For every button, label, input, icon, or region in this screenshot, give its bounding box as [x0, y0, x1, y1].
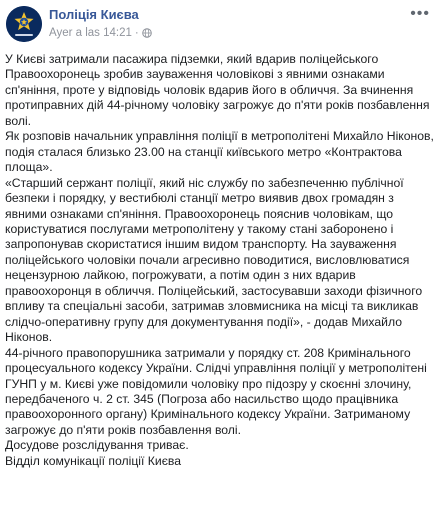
post-paragraph: «Старший сержант поліції, який ніс службу по забезпеченню публічної безпеки і порядку, у вестибюлі станції метро виявив двох громадян з явними ознаками сп'яніння. Правоохоронець пояснив чоловікам, що користуватися послугами метрополітену у такому стані заборонено і запропонував скористатися іншим видом транспорту. На зауваження поліцейського чоловіки почали агресивно поводитися, висловлюватися нецензурною лайкою, погрожувати, а потім один з них вдарив правоохоронця в обличчя. Поліцейський, застосувавши заходи фізичного впливу та спеціальні засоби, затримав зловмисника на місці та викликав слідчо-оперативну групу для документування події», - додав Михайло Ніконов.	[5, 175, 423, 345]
post-paragraph: У Києві затримали пасажира підземки, який вдарив поліцейського Правоохоронець зробив зауваження чоловікові з явними ознаками сп'яніння, проте у відповідь чоловік вдарив його в обличчя. За вчинення протиправних дій 44-річному чоловіку загрожує до п'яти років позбавлення волі.	[5, 52, 430, 128]
post-paragraph: Відділ комунікації поліції Києва	[5, 453, 182, 468]
page-name-link[interactable]: Поліція Києва	[49, 7, 139, 22]
globe-icon[interactable]	[142, 28, 152, 38]
more-options-icon[interactable]: •••	[410, 5, 430, 22]
meta-separator: ·	[134, 27, 139, 39]
post-body	[5, 52, 437, 469]
post-timestamp[interactable]: Ayer a las 14:21	[49, 27, 132, 39]
post-paragraph: Як розповів начальник управління поліції в метрополітені Михайло Ніконов, подія сталася близько 23.00 на станції київського метро «Контрактова площа».	[5, 129, 434, 175]
avatar[interactable]	[6, 6, 42, 42]
post-paragraph: Досудове розслідування триває.	[5, 438, 189, 453]
post-meta	[49, 27, 152, 39]
police-badge-icon	[6, 6, 42, 42]
post-paragraph: 44-річного правопорушника затримали у порядку ст. 208 Кримінального процесуального кодексу України. Слідчі управління поліції у метрополітені ГУНП у м. Києві уже повідомили чоловіку про підозру у скоєнні злочину, передбаченого ч. 2 ст. 345 (Погроза або насильство щодо працівника правоохоронного органу) Кримінального кодексу України. Затриманому загрожує до п'яти років позбавлення волі.	[5, 345, 427, 437]
post-header	[6, 6, 432, 44]
